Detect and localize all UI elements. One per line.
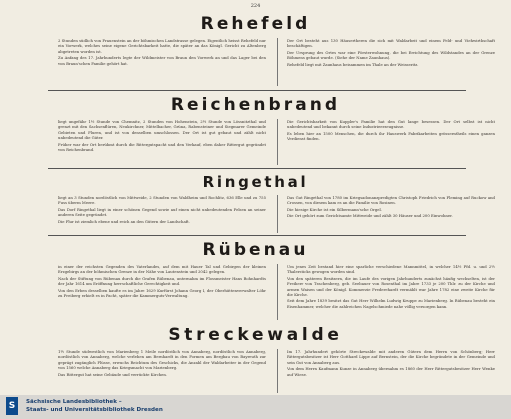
paragraph: Die hiesige Kirche ist ein Silbermann'sche Orgel. [287, 206, 382, 212]
heading-ruebenau: Rübenau [202, 240, 309, 260]
paragraph: Das Dorf Ringethal liegt in einer schönen Gegend sowie auf einen nicht unbedeutenden Felsen an seiner anderen Seite gegründet. [58, 206, 266, 218]
column-divider [277, 264, 278, 320]
paragraph: Das Rittergut hat seine Gebäude und verrückte Kirchen. [58, 371, 168, 377]
heading-rehefeld: Rehefeld [200, 14, 311, 34]
paragraph: Von dem Herrn Kaufmann Kunze in Annaberg übernahm es 1860 der Herr Rittergutsbesitzer Herr Wenke auf Wiese. [287, 366, 495, 377]
paragraph: 1½ Stunde südwestlich von Marienberg 1 Meile nordöstlich von Annaberg, nordöstlich von Annaberg, nordöstlich von Annaberg, welche verlehen am Bernhardt in den Formen am Bergbau von Bayreuth zur geprägt zugänglich Flüsse, erwuchs Reichtum des Geschicks, die Anzahl der Waldarbeiter in der Gegend von 1560 welche Annaberg das Kriegsmacht von Marienberg. [58, 349, 266, 371]
column-divider [277, 38, 278, 86]
section-rule [48, 168, 466, 169]
column-left-5 [58, 349, 266, 393]
column-left-4 [58, 264, 266, 320]
footer-line-1: Sächsische Landesbibliothek – [26, 399, 122, 405]
paragraph: Der Ort besteht aus 130 Häusertheren die sich mit Waldarbeit und einem Feld- und Viehwirthschaft beschäftigen. [287, 38, 495, 49]
page-number: 224 [250, 3, 261, 9]
paragraph: Die Ort gehört zum Gerichtsamte Mittweide und zählt 30 Häuser und 200 Einwohner. [287, 213, 453, 219]
paragraph: Zu Anfang des 17. Jahrhunderts legte der Wildmeister von Braun den Vorwerk an und das Lager bei den von Braun'schen Familie gehört hat. [58, 55, 266, 66]
heading-streckewalde: Streckewalde [168, 325, 343, 345]
paragraph: Früher war der Ort berühmt durch die Rittergutspacht und den Verkauf, eben daher Rittergut gegründet von Reichenbrand. [58, 141, 266, 153]
footer-line-2: Staats- und Universitätsbibliothek Dresden [26, 407, 163, 413]
column-right-5 [287, 349, 495, 393]
paragraph: liegt an 3 Stunden nordöstlich von Mittweide, 2 Stunden von Waldheim und Rochlitz, 636 Elle und zu 755 Fuss überm Meere. [58, 195, 266, 206]
column-divider [277, 349, 278, 393]
column-right-3 [287, 195, 495, 233]
paragraph: Es leben hier an 1500 Menschen, die durch ihr Hauswerk Fabrikarbeiten grösserntheils einen ganzen Verdienst finden. [287, 130, 495, 142]
paragraph: Das Gut Ringethal von 1780 im Kriegsadonanzpredigten Christoph Friedrich von Fleming auf Ruckow and Crossen, von diesem kam es an die Familie von Rosinen. [287, 195, 495, 206]
paragraph: Die Flur ist ziemlich ebene und reich an den Gütern der Landschaft. [58, 218, 190, 224]
heading-reichenbrand: Reichenbrand [170, 95, 341, 115]
paragraph: Der Ursprung des Ortes war eine Försterwohnung, die bei Errichtung des Wildstandes an der Grenze Böhmens gebaut wurde. (Siehe der Name Zaunhaus). [287, 49, 495, 61]
column-left-2 [58, 119, 266, 165]
column-right-4 [287, 264, 495, 320]
column-right-1 [287, 38, 495, 86]
heading-ringethal: Ringethal [202, 173, 309, 191]
section-rule [48, 90, 466, 91]
paragraph: Von den späteren Besitzern, die im Laufe des vorigen Jahrhunderts zunächst häufig wechselten, ist der Freiherr von Trachenberg, geb. Seebauer von Rosenthal im Jahre 1733 je 200 Thlr. zu der Kirche und armen Waisen und der Königl. Kommerzie Frederehardt vermählt war Jahre 1782 eine zweite Kirche für die Kirche. [287, 275, 495, 298]
column-divider [277, 119, 278, 165]
paragraph: Von den Erben desselben kaufte es im Jahre 1629 Kurfürst Johann Georg I, der Oberhüttenverwalter Löhr zu Freiberg erhielt es in Pacht, später die Kammerguts-Verwaltung. [58, 287, 266, 299]
paragraph: Im 17. Jahrhundert gehörte Streckewalde mit anderen Gütern dem Herrn von Schönberg; Herr Rittergutsbesitzer ist Herr Gotthard Lippe auf Bernstein, der die Kirche begründete in der Gemeinde und sein Gut von Annaberg aus. [287, 349, 495, 365]
paragraph: 2 Stunden südlich von Frauenstein an der böhmischen Landstrasse gelegen. Eigentlich heisst Rehefeld nur ein Vorwerk, welches seine eigene Gerichtsbarkeit hatte, die später an das Königl. Gericht zu Altenberg abgetreten worden ist. [58, 38, 266, 54]
paragraph: liegt ungefähr 1½ Stunde von Chemnitz, 2 Stunden von Hohenstein, 2½ Stunde von Lössnitzthal und grenzt mit den Sachsenflüren, Neukirchner, Mittelbacher, Grüna, Rabensteiner und Siegmarer Gemeinde Gebieten und Fluren, und ist von denselben umschlossen. Der Ort ist gut gebaut und zählt nicht unbedeutend die Güter. [58, 119, 266, 141]
paragraph: in einer der reichsten Gegenden des Vaterlandes, auf dem mit Hauer Tal und Gebirgen der kleinen Erzgebirgs an der böhmischen Grenze in der Nähe von Lautenstein und 2042 gelegen. [58, 264, 266, 275]
column-left-3 [58, 195, 266, 233]
section-rule [48, 235, 466, 236]
column-left-1 [58, 38, 266, 86]
paragraph: Die Gerichtsbarkeit von Kuppler's Familie hat den Gut lange besessen. Der Ort selbst ist nicht unbedeutend und bekannt durch seine Industrieerzeugnisse. [287, 119, 495, 130]
paragraph: Nach der Stiftung von Rübenau durch die Grafen Rübenau, unternahm im Flossmeister Hans Bohnhardts der Jahr 1614 um Eröffnung herrschaftliche Gerechtigkeit und. [58, 275, 266, 287]
column-divider [277, 195, 278, 233]
column-right-2 [287, 119, 495, 165]
paragraph: Um jenes Zeit bestand hier eine sparliche verschiedene Mannmittel, in welcher 14½ Pfd. u. und 2½ Thalersticks gewogen worden sind. [287, 264, 495, 275]
paragraph: Rehefeld liegt mit Zaunhaus beisammen im Thale an der Weisseritz. [287, 61, 419, 67]
paragraph: Seit dem Jahre 1839 besitzt das Gut Herr Wilhelm Ludwig Kruppe zu Marienberg. In Rübenau besteht ein Eisenhammer, welcher die zahlreichen Nagelschmiede nahe völlig versorgen kann. [287, 298, 495, 309]
slub-logo-icon: S [6, 397, 18, 415]
